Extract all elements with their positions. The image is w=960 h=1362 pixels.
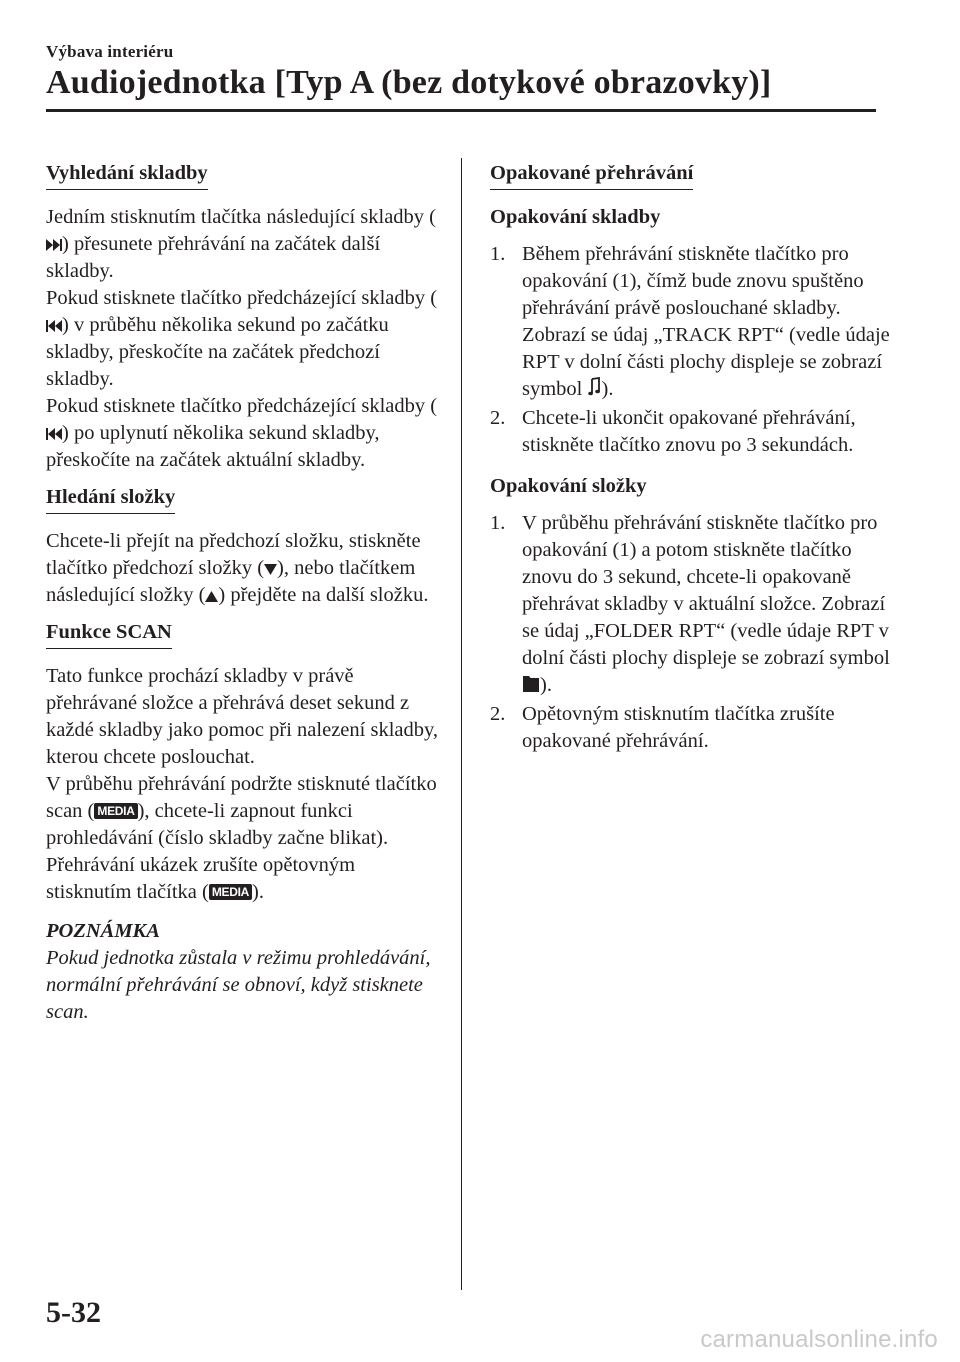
step-number: 2. (490, 703, 506, 725)
previous-track-icon (46, 427, 62, 441)
list-item (490, 405, 890, 459)
text-fragment: Chcete-li ukončit opakované přehrávání, stiskněte tlačítko znovu po 3 sekundách. (522, 407, 856, 456)
text-fragment: ) přejděte na další složku. (218, 584, 429, 606)
text-fragment: ) přesunete přehrávání na začátek další skladby. (46, 233, 381, 282)
music-note-icon (588, 377, 602, 397)
heading-repeat: Opakované přehrávání (490, 160, 693, 190)
paragraph-folder (46, 528, 441, 609)
text-fragment: ). (601, 378, 614, 400)
section-label: Výbava interiéru (46, 42, 174, 61)
note-title: POZNÁMKA (46, 920, 160, 942)
text-fragment: ) po uplynutí několika sekund skladby, přeskočíte na začátek aktuální skladby. (46, 422, 380, 471)
previous-track-icon (46, 319, 62, 333)
watermark: carmanualsonline.info (700, 1326, 938, 1353)
step-number: 1. (490, 512, 506, 534)
text-fragment: ) v průběhu několika sekund po začátku skladby, přeskočíte na začátek předchozí skladby. (46, 314, 389, 390)
text-fragment: V průběhu přehrávání stiskněte tlačítko pro opakování (1) a potom stiskněte tlačítko znovu do 3 sekund, chcete-li opakovaně přehrávat skladby v aktuální složce. Zobrazí se údaj „FOLDER RPT“ (vedle údaje RPT v dolní části plochy displeje se zobrazí symbol (522, 512, 890, 669)
next-track-icon (46, 238, 62, 252)
media-button-icon: MEDIA (209, 884, 252, 900)
text-fragment: Chcete-li přejít na předchozí složku, stiskněte tlačítko předchozí složky ( (46, 530, 421, 579)
text-fragment: ). (540, 674, 552, 696)
text-fragment: Jedním stisknutím tlačítka následující skladby ( (46, 206, 437, 228)
list-item (490, 241, 890, 403)
list-item (490, 701, 890, 755)
left-column (46, 160, 441, 1026)
track-repeat-steps (490, 241, 890, 459)
up-triangle-icon (205, 590, 218, 603)
text-fragment: ), nebo tlačítkem následující složky ( (46, 557, 416, 606)
page-number: 5-32 (46, 1296, 101, 1329)
text-fragment: Pokud stisknete tlačítko předcházející skladby ( (46, 287, 438, 309)
down-triangle-icon (264, 563, 277, 576)
folder-icon (522, 673, 540, 693)
heading-search-folder: Hledání složky (46, 484, 175, 514)
paragraph-scan (46, 663, 441, 906)
text-fragment: Tato funkce prochází skladby v právě přehrávané složce a přehrává deset sekund z každé skladby jako pomoc při nalezení skladby, kterou chcete poslouchat. (46, 665, 439, 768)
heading-folder-repeat: Opakování složky (490, 475, 647, 497)
step-number: 2. (490, 407, 506, 429)
text-fragment: ), chcete-li zapnout funkci prohledávání (číslo skladby začne blikat). Přehrávání ukázek zrušíte opětovným stisknutím tlačítka ( (46, 800, 389, 903)
list-item (490, 510, 890, 699)
heading-scan: Funkce SCAN (46, 619, 172, 649)
media-button-icon: MEDIA (94, 803, 137, 819)
paragraph-next-track (46, 204, 441, 474)
text-fragment: ). (252, 881, 264, 903)
text-fragment: Pokud stisknete tlačítko předcházející skladby ( (46, 395, 438, 417)
note-text: Pokud jednotka zůstala v režimu prohledávání, normální přehrávání se obnoví, když stisknete scan. (46, 947, 431, 1023)
right-column (490, 160, 890, 757)
step-number: 1. (490, 243, 506, 265)
column-divider (461, 158, 462, 1290)
chapter-title: Audiojednotka [Typ A (bez dotykové obrazovky)] (46, 64, 772, 101)
header-rule (46, 109, 876, 112)
text-fragment: Během přehrávání stiskněte tlačítko pro opakování (1), čímž bude znovu spuštěno přehrávání právě poslouchané skladby. Zobrazí se údaj „TRACK RPT“ (vedle údaje RPT v dolní části plochy displeje se zobrazí symbol (522, 243, 890, 400)
heading-search-track: Vyhledání skladby (46, 160, 208, 190)
page-header (46, 42, 876, 102)
text-fragment: V průběhu přehrávání podržte stisknuté tlačítko scan ( (46, 773, 437, 822)
folder-repeat-steps (490, 510, 890, 755)
text-fragment: Opětovným stisknutím tlačítka zrušíte opakované přehrávání. (522, 703, 835, 752)
heading-track-repeat: Opakování skladby (490, 206, 661, 228)
